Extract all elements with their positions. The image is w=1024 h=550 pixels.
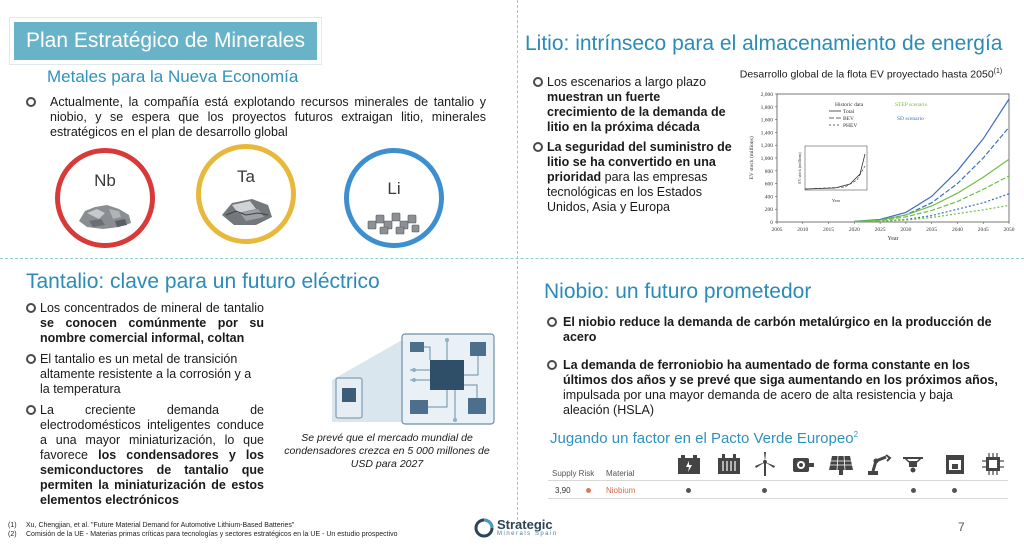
lithium-bullet-2 bbox=[533, 140, 733, 215]
y-tick-label: 1,400 bbox=[760, 130, 773, 137]
3d-printer-icon bbox=[942, 452, 968, 476]
footnote-1-number: (1) bbox=[8, 522, 17, 529]
footnote-2 bbox=[8, 531, 448, 539]
series-line bbox=[854, 159, 1009, 221]
horizontal-divider bbox=[0, 258, 1024, 259]
y-tick-label: 600 bbox=[764, 181, 773, 188]
bullet-ring-icon bbox=[26, 303, 36, 313]
circuit-board-illustration bbox=[330, 330, 496, 426]
lithium-pellets-icon bbox=[364, 205, 424, 237]
green-deal-title bbox=[550, 430, 858, 447]
new-economy-subtitle: Metales para la Nueva Economía bbox=[47, 67, 299, 86]
footnote-2-text: Comisión de la UE - Materias primas críticas para tecnologías y sectores estratégicos en la UE - Un estudio prospectivo bbox=[26, 531, 398, 538]
lithium-b2-text: para las empresas tecnológicas en los Estados Unidos, Asia y Europa bbox=[547, 170, 708, 214]
tantalum-b1-bold: se conocen comúnmente por su nombre comercial informal, coltan bbox=[40, 316, 264, 345]
tantalum-b1-text: Los concentrados de mineral de tantalio bbox=[40, 301, 264, 315]
lithium-symbol: Li bbox=[387, 179, 401, 198]
material-header: Material bbox=[606, 469, 635, 478]
applies-dot bbox=[952, 488, 957, 493]
niobium-title: Niobio: un futuro prometedor bbox=[544, 280, 812, 303]
tantalum-bullet-2 bbox=[26, 352, 264, 397]
tantalum-b3-text: La creciente demanda de electrodomésticos inteligentes conduce a una mayor miniaturización, lo que favorece bbox=[40, 403, 264, 462]
tantalum-b2-text: El tantalio es un metal de transición altamente resistente a la corrosión y a la temperatura bbox=[40, 352, 252, 396]
motor-icon bbox=[790, 452, 816, 476]
vertical-divider bbox=[517, 0, 518, 520]
ev-chart-title-ref: (1) bbox=[993, 68, 1003, 75]
footnote-2-number: (2) bbox=[8, 531, 17, 538]
y-tick-label: 400 bbox=[764, 194, 773, 201]
green-deal-title-text: Jugando un factor en el Pacto Verde Europeo bbox=[550, 430, 854, 447]
x-tick-label: 2030 bbox=[900, 227, 912, 233]
y-tick-label: 2,000 bbox=[760, 92, 773, 98]
tantalum-symbol: Ta bbox=[237, 167, 255, 186]
y-tick-label: 0 bbox=[770, 220, 773, 226]
bullet-ring-icon bbox=[533, 142, 543, 152]
wind-turbine-icon bbox=[752, 452, 778, 476]
bullet-ring-icon bbox=[26, 405, 36, 415]
legend-entry: BEV bbox=[843, 116, 854, 122]
battery-icon bbox=[676, 452, 702, 476]
supply-risk-header: Supply Risk bbox=[552, 469, 595, 478]
y-axis-label: EV stock (millions) bbox=[749, 136, 755, 180]
supply-risk-value: 3,90 bbox=[555, 486, 571, 495]
ev-chart-title-text: Desarrollo global de la flota EV proyectado hasta 2050 bbox=[739, 68, 994, 81]
logo-word: Strategic bbox=[497, 517, 553, 532]
applies-dot bbox=[686, 488, 691, 493]
bullet-ring-icon bbox=[26, 97, 36, 107]
legend-entry: Total bbox=[843, 109, 855, 115]
lithium-title: Litio: intrínseco para el almacenamiento de energía bbox=[525, 32, 1003, 55]
bullet-ring-icon bbox=[547, 360, 557, 370]
x-tick-label: 2050 bbox=[1003, 227, 1015, 233]
lithium-circle bbox=[344, 148, 444, 248]
niobium-b2-text: impulsada por una mayor demanda de acero de alta resistencia y baja aleación (HSLA) bbox=[563, 388, 953, 417]
table-row-line bbox=[548, 498, 1008, 499]
footnote-1 bbox=[8, 522, 294, 530]
tantalum-bullet-3 bbox=[26, 403, 264, 508]
x-tick-label: 2015 bbox=[823, 227, 835, 233]
x-tick-label: 2005 bbox=[771, 227, 783, 233]
niobium-b1-bold: El niobio reduce la demanda de carbón metalúrgico en la producción de acero bbox=[563, 315, 992, 344]
x-tick-label: 2035 bbox=[926, 227, 938, 233]
green-deal-ref: 2 bbox=[853, 430, 859, 439]
series-line bbox=[854, 127, 1009, 221]
material-value: Niobium bbox=[606, 486, 636, 495]
niobium-bullet-2 bbox=[547, 358, 1002, 418]
y-tick-label: 1,800 bbox=[760, 104, 773, 111]
tantalum-circle bbox=[196, 144, 296, 244]
series-line bbox=[854, 176, 1009, 222]
table-header-line bbox=[548, 480, 1008, 481]
logo-mark-icon bbox=[474, 518, 494, 538]
tantalum-bullet-1 bbox=[26, 301, 264, 346]
inset-y-label: EV stock (millions) bbox=[797, 152, 802, 184]
company-bullet-text: Actualmente, la compañía está explotando recursos minerales de tantalio y niobio, y se espera que los proyectos futuros extraigan litio, minerales estratégicos en el plan de desarrollo global bbox=[50, 95, 486, 139]
page-number: 7 bbox=[958, 520, 965, 534]
robot-arm-icon bbox=[866, 452, 892, 476]
applies-dot bbox=[762, 488, 767, 493]
x-tick-label: 2045 bbox=[977, 227, 989, 233]
bullet-ring-icon bbox=[26, 354, 36, 364]
drone-icon bbox=[900, 452, 926, 476]
page-title: Plan Estratégico de Minerales bbox=[14, 22, 317, 60]
tantalum-title: Tantalio: clave para un futuro eléctrico bbox=[26, 270, 380, 293]
x-tick-label: 2010 bbox=[797, 227, 809, 233]
chip-icon bbox=[980, 452, 1006, 476]
ev-fleet-chart bbox=[745, 90, 1017, 246]
bullet-ring-icon bbox=[533, 77, 543, 87]
tantalum-rock-icon bbox=[216, 195, 276, 227]
niobium-bullet-1 bbox=[547, 315, 1002, 345]
company-bullet bbox=[26, 95, 486, 140]
lithium-bullet-1 bbox=[533, 75, 733, 135]
company-logo bbox=[474, 518, 558, 538]
material-dot bbox=[586, 488, 591, 493]
lithium-b1-bold: muestran un fuerte crecimiento de la demanda de litio en la próxima década bbox=[547, 90, 726, 134]
tantalum-b3-bold: los condensadores y los semiconductores de tantalio que permiten la miniaturización de estos elementos electrónicos bbox=[40, 448, 264, 507]
y-tick-label: 200 bbox=[764, 207, 773, 214]
legend-entry: SD scenario bbox=[897, 116, 924, 122]
niobium-b2-bold: La demanda de ferroniobio ha aumentado de forma constante en los últimos dos años y se prevé que siga aumentando en los próximos años, bbox=[563, 358, 998, 387]
bullet-ring-icon bbox=[547, 317, 557, 327]
logo-subtitle: Minerals Spain bbox=[497, 531, 558, 537]
strategic-plan-title-box bbox=[10, 18, 321, 64]
y-tick-label: 1,000 bbox=[760, 156, 773, 162]
niobium-symbol: Nb bbox=[94, 171, 116, 190]
x-tick-label: 2025 bbox=[874, 227, 886, 233]
y-tick-label: 800 bbox=[764, 168, 773, 175]
capacitor-market-caption: Se prevé que el mercado mundial de condensadores crezca en 5 000 millones de USD para 2027 bbox=[284, 432, 490, 470]
niobium-circle bbox=[55, 148, 155, 248]
solar-panel-icon bbox=[828, 452, 854, 476]
x-tick-label: 2040 bbox=[951, 227, 963, 233]
applies-dot bbox=[911, 488, 916, 493]
legend-entry: STEP scenario bbox=[895, 102, 928, 108]
y-tick-label: 1,200 bbox=[760, 143, 773, 150]
y-tick-label: 1,600 bbox=[760, 117, 773, 124]
footnote-1-text: Xu, Chengjian, et al. "Future Material Demand for Automotive Lithium-Based Batteries" bbox=[26, 522, 295, 529]
inset-x-label: Year bbox=[831, 198, 841, 203]
fuel-cell-icon bbox=[716, 452, 742, 476]
niobium-rock-icon bbox=[75, 199, 135, 231]
lithium-b2-bold: La seguridad del suministro de litio se ha convertido en una prioridad bbox=[547, 140, 732, 184]
x-axis-label: Year bbox=[887, 236, 899, 242]
legend-entry: Historic data bbox=[835, 102, 864, 108]
ev-chart-title bbox=[736, 66, 1006, 81]
legend-entry: PHEV bbox=[843, 123, 858, 129]
lithium-b1-text: Los escenarios a largo plazo bbox=[547, 75, 707, 89]
inset-frame bbox=[805, 146, 867, 190]
x-tick-label: 2020 bbox=[848, 227, 860, 233]
